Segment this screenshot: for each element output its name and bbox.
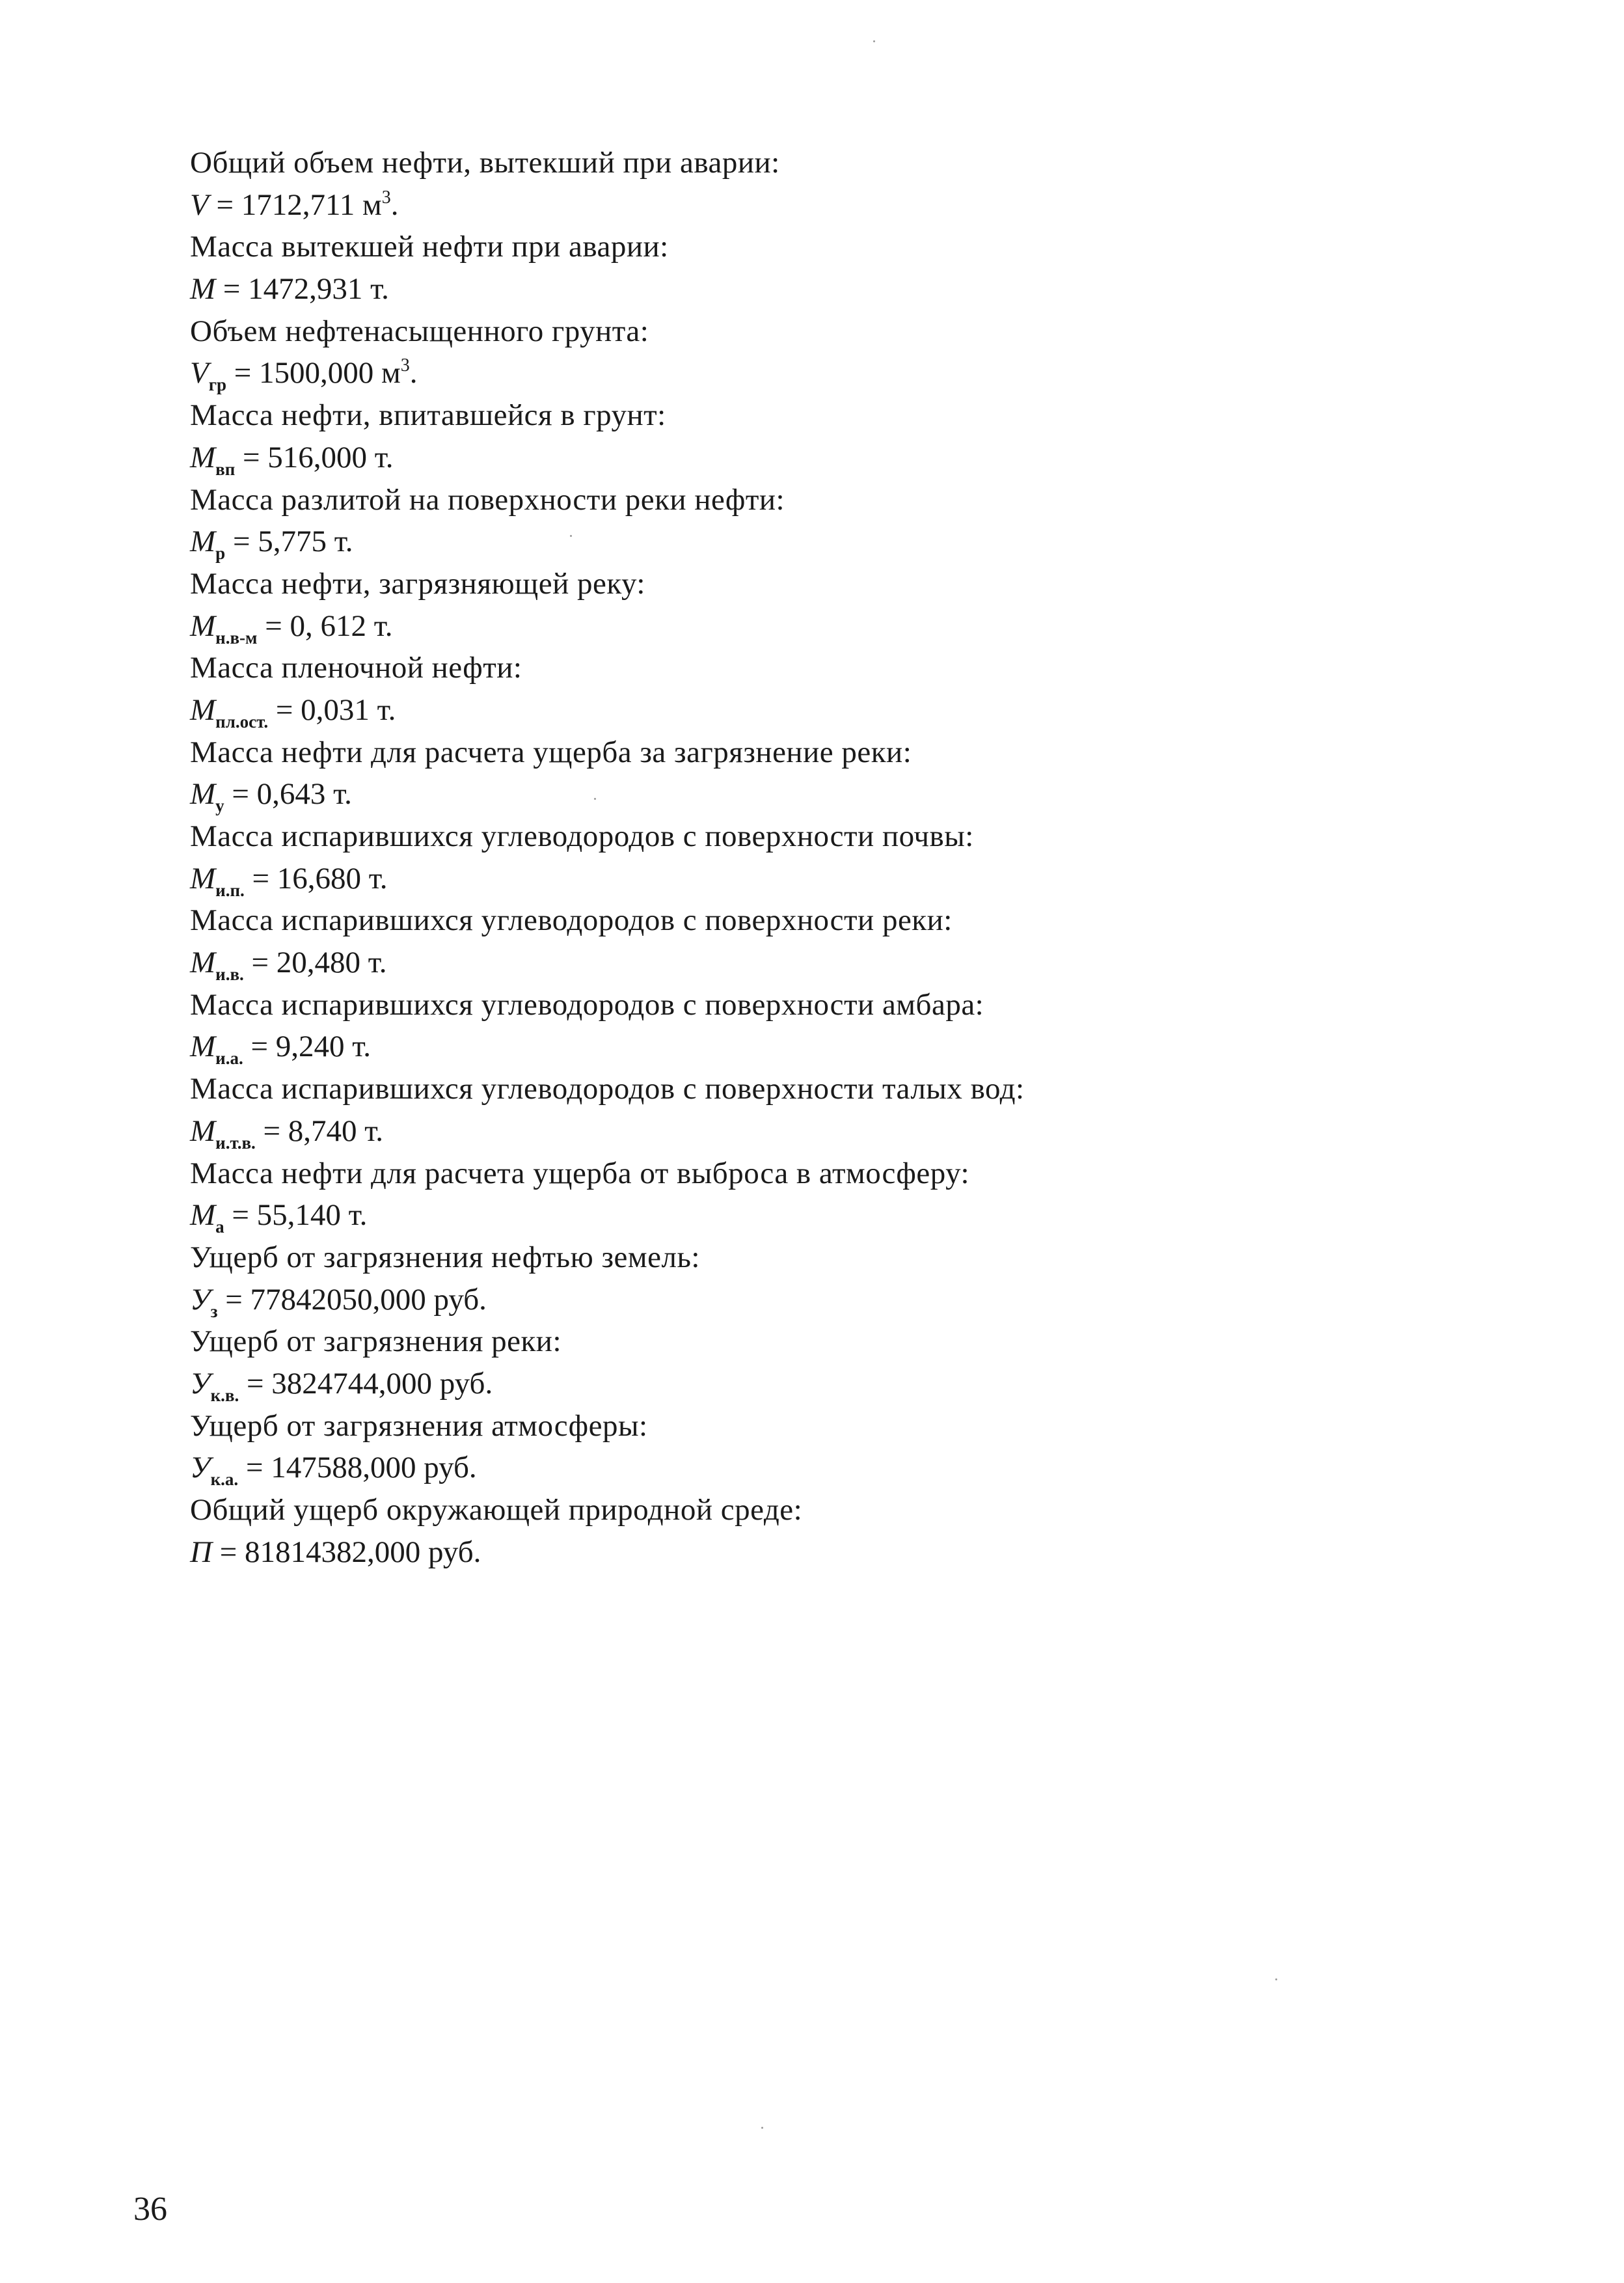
result-formula	[190, 437, 1426, 479]
scan-speck	[1275, 1978, 1277, 1980]
formula-subscript: и.а.	[215, 1048, 243, 1069]
result-entry	[190, 1405, 1426, 1489]
calculation-results	[190, 142, 1426, 1573]
result-formula	[190, 689, 1426, 731]
result-formula	[190, 521, 1426, 563]
formula-symbol: M	[190, 608, 216, 643]
formula-value: = 16,680 т.	[244, 861, 388, 895]
scan-speck	[873, 40, 875, 42]
result-label: Масса разлитой на поверхности реки нефти:	[190, 482, 785, 517]
result-formula	[190, 268, 1426, 310]
formula-value: = 0,031 т.	[268, 692, 396, 727]
formula-symbol: M	[190, 1114, 216, 1148]
result-formula	[190, 605, 1426, 648]
page-number: 36	[133, 2191, 167, 2228]
result-label: Масса испарившихся углеводородов с поверхности талых вод:	[190, 1072, 1025, 1106]
formula-value: = 8,740 т.	[255, 1114, 384, 1148]
result-entry	[190, 1237, 1426, 1320]
result-label: Масса нефти для расчета ущерба от выброса в атмосферу:	[190, 1156, 970, 1190]
scan-speck	[570, 535, 572, 537]
result-entry	[190, 647, 1426, 731]
result-entry	[190, 1068, 1426, 1152]
formula-subscript: р	[215, 543, 226, 564]
formula-tail: .	[409, 356, 418, 390]
formula-symbol: M	[190, 692, 216, 727]
result-formula	[190, 1110, 1426, 1153]
formula-value: = 0, 612 т.	[257, 608, 393, 643]
formula-value: = 55,140 т.	[224, 1198, 368, 1233]
result-formula	[190, 184, 1426, 226]
formula-symbol: У	[190, 1366, 211, 1401]
result-entry	[190, 1153, 1426, 1237]
formula-value: = 77842050,000 руб.	[217, 1282, 487, 1317]
formula-symbol: M	[190, 861, 216, 895]
formula-symbol: M	[190, 1030, 216, 1064]
formula-value: = 147588,000 руб.	[238, 1451, 477, 1485]
scan-speck	[594, 798, 596, 800]
result-label: Масса испарившихся углеводородов с поверхности амбара:	[190, 987, 984, 1022]
result-entry	[190, 142, 1426, 226]
result-formula	[190, 1279, 1426, 1321]
formula-subscript: н.в-м	[215, 627, 258, 648]
formula-value: = 1500,000 м	[226, 356, 401, 390]
result-label: Общий объем нефти, вытекший при аварии:	[190, 146, 780, 180]
formula-symbol: M	[190, 777, 216, 812]
result-label: Масса испарившихся углеводородов с поверхности реки:	[190, 903, 953, 938]
formula-symbol: M	[190, 946, 216, 980]
formula-value: = 0,643 т.	[224, 777, 352, 812]
formula-value: = 20,480 т.	[243, 946, 387, 980]
formula-subscript: а	[215, 1217, 224, 1237]
result-label: Масса вытекшей нефти при аварии:	[190, 230, 669, 264]
formula-symbol: M	[190, 440, 216, 474]
formula-value: = 1712,711 м	[208, 187, 382, 222]
formula-superscript: 3	[400, 355, 410, 376]
formula-value: = 1472,931 т.	[215, 272, 389, 307]
formula-symbol: У	[190, 1282, 211, 1317]
result-entry	[190, 394, 1426, 478]
formula-subscript: к.в.	[210, 1385, 239, 1405]
formula-symbol: V	[190, 187, 209, 222]
result-formula	[190, 1026, 1426, 1068]
result-label: Масса нефти, впитавшейся в грунт:	[190, 398, 666, 433]
formula-symbol: V	[190, 356, 209, 390]
formula-subscript: и.т.в.	[215, 1132, 256, 1153]
result-formula	[190, 1363, 1426, 1405]
result-label: Объем нефтенасыщенного грунта:	[190, 314, 649, 348]
formula-value: = 81814382,000 руб.	[211, 1535, 481, 1569]
formula-subscript: у	[215, 796, 224, 816]
result-entry	[190, 1320, 1426, 1404]
formula-superscript: 3	[381, 187, 391, 208]
result-formula	[190, 1531, 1426, 1574]
result-formula	[190, 773, 1426, 815]
result-entry	[190, 731, 1426, 815]
formula-symbol: M	[190, 272, 216, 307]
formula-subscript: к.а.	[210, 1470, 239, 1490]
result-formula	[190, 1447, 1426, 1489]
result-label: Ущерб от загрязнения реки:	[190, 1324, 562, 1359]
result-label: Ущерб от загрязнения нефтью земель:	[190, 1240, 700, 1274]
formula-subscript: пл.ост.	[215, 711, 269, 731]
result-entry	[190, 310, 1426, 394]
formula-value: = 3824744,000 руб.	[239, 1366, 493, 1401]
formula-subscript: и.в.	[215, 964, 244, 985]
result-entry	[190, 226, 1426, 310]
result-entry	[190, 1489, 1426, 1573]
result-entry	[190, 815, 1426, 899]
formula-symbol: П	[190, 1535, 212, 1569]
formula-value: = 5,775 т.	[225, 525, 353, 559]
formula-subscript: и.п.	[215, 880, 245, 900]
result-label: Общий ущерб окружающей природной среде:	[190, 1493, 803, 1527]
result-entry	[190, 563, 1426, 647]
formula-symbol: M	[190, 525, 216, 559]
result-formula	[190, 352, 1426, 394]
formula-subscript: з	[210, 1301, 218, 1321]
formula-subscript: гр	[208, 375, 226, 395]
result-label: Масса пленочной нефти:	[190, 651, 522, 685]
result-label: Масса испарившихся углеводородов с поверхности почвы:	[190, 819, 974, 853]
result-entry	[190, 479, 1426, 563]
formula-symbol: У	[190, 1451, 211, 1485]
result-label: Масса нефти, загрязняющей реку:	[190, 566, 645, 601]
formula-subscript: вп	[215, 459, 236, 479]
formula-tail: .	[390, 187, 399, 222]
formula-symbol: M	[190, 1198, 216, 1233]
scan-speck	[761, 2127, 763, 2129]
result-entry	[190, 984, 1426, 1068]
formula-value: = 9,240 т.	[243, 1030, 371, 1064]
result-entry	[190, 899, 1426, 983]
result-label: Ущерб от загрязнения атмосферы:	[190, 1408, 648, 1443]
result-formula	[190, 942, 1426, 984]
result-label: Масса нефти для расчета ущерба за загрязнение реки:	[190, 735, 912, 769]
formula-value: = 516,000 т.	[235, 440, 394, 474]
result-formula	[190, 858, 1426, 900]
result-formula	[190, 1194, 1426, 1237]
